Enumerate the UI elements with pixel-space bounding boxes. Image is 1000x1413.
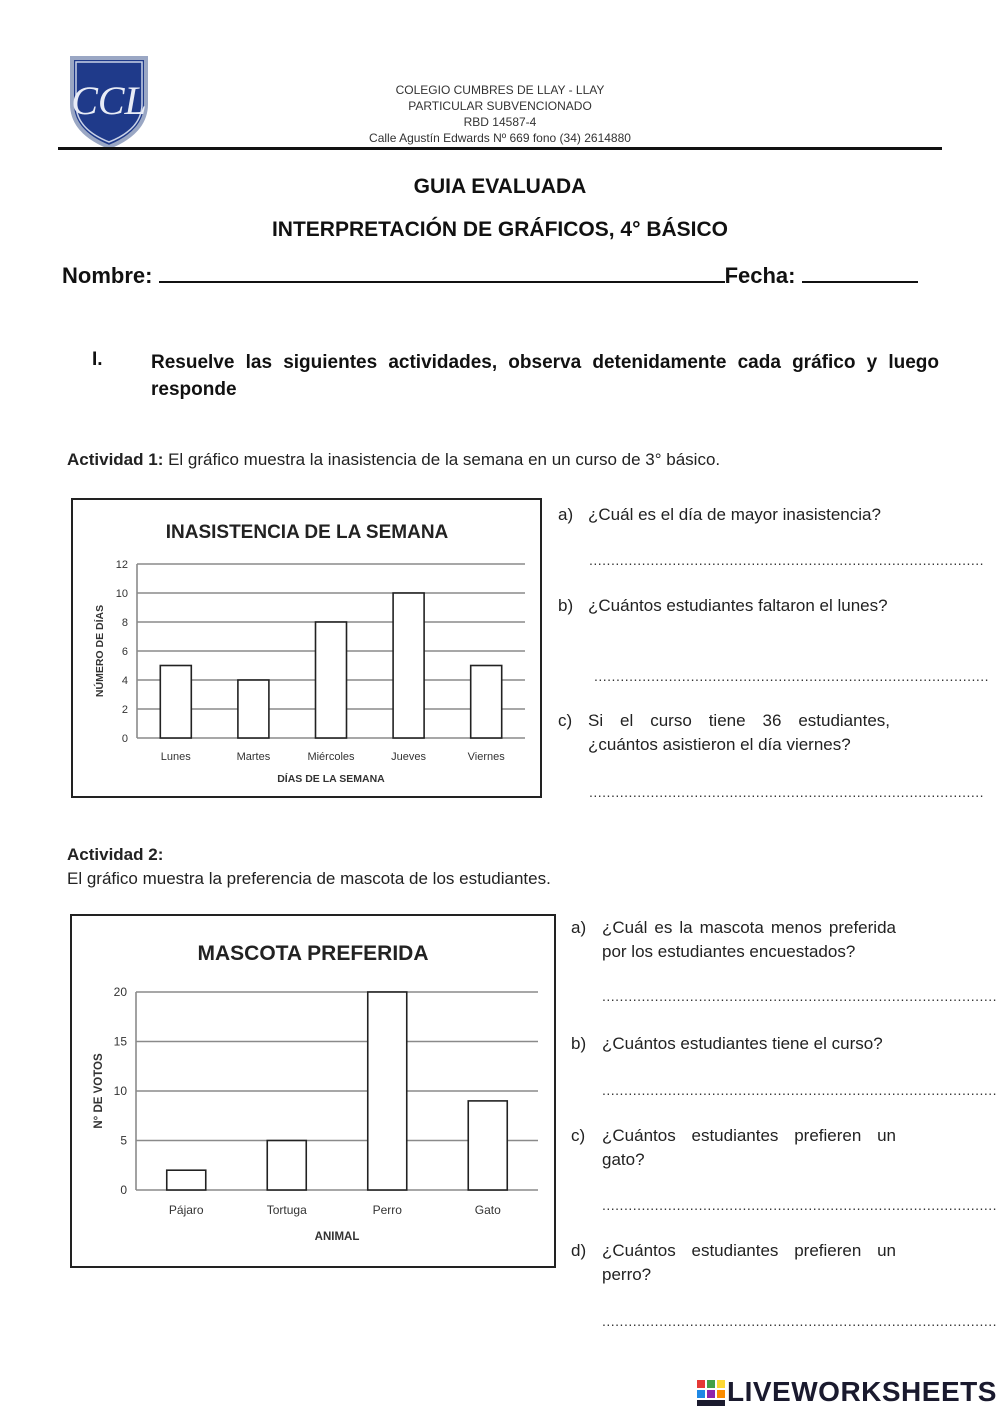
instruction-number: I. (92, 349, 103, 370)
y-tick-label: 10 (115, 588, 128, 600)
school-name: COLEGIO CUMBRES DE LLAY - LLAY (395, 83, 605, 97)
activity2-question-d (571, 1239, 896, 1289)
y-tick-label: 4 (121, 675, 128, 687)
name-blank[interactable] (159, 261, 725, 283)
x-axis-label: ANIMAL (314, 1231, 360, 1243)
answer-line-2a[interactable]: .......................................................................................... (602, 988, 998, 1004)
answer-line-1a[interactable]: .......................................................................................... (589, 552, 985, 568)
guide-subtitle: INTERPRETACIÓN DE GRÁFICOS, 4° BÁSICO (271, 218, 729, 241)
y-tick-label: 8 (121, 617, 128, 629)
y-tick-label: 5 (120, 1133, 127, 1148)
y-tick-label: 0 (120, 1183, 127, 1197)
name-label: Nombre: (62, 263, 153, 288)
question-letter: c) (571, 1126, 586, 1145)
school-info (300, 82, 700, 146)
y-tick-label: 2 (121, 704, 128, 716)
student-fields (62, 261, 918, 289)
question-letter: c) (558, 711, 573, 730)
question-text: Si el curso tiene 36 estudiantes, ¿cuántos asistieron el día viernes? (588, 711, 890, 754)
chart-mascota (72, 916, 554, 1266)
x-axis-label: DÍAS DE LA SEMANA (277, 773, 385, 785)
liveworksheets-watermark: LIVEWORKSHEETS (727, 1376, 997, 1407)
y-tick-label: 15 (113, 1034, 127, 1049)
chart-title: INASISTENCIA DE LA SEMANA (165, 522, 449, 543)
activity2-question-c (571, 1124, 896, 1174)
answer-line-1c[interactable]: .......................................................................................... (589, 784, 985, 800)
activity2-description: El gráfico muestra la preferencia de mascota de los estudiantes. (67, 869, 551, 888)
y-axis-label: N° DE VOTOS (93, 1053, 105, 1129)
school-rbd: RBD 14587-4 (463, 115, 537, 129)
guide-title: GUIA EVALUADA (413, 175, 587, 198)
answer-line-2d[interactable]: .......................................................................................... (602, 1313, 998, 1329)
activity1-description: El gráfico muestra la inasistencia de la semana en un curso de 3° básico. (163, 450, 721, 469)
bar-tortuga (267, 1141, 306, 1191)
y-tick-label: 12 (115, 559, 128, 571)
question-text: ¿Cuántos estudiantes prefieren un gato? (602, 1126, 896, 1169)
liveworksheets-logo-icon (697, 1380, 725, 1406)
activity2-question-b (571, 1032, 896, 1058)
answer-line-2c[interactable]: .......................................................................................... (602, 1197, 998, 1213)
bar-viernes (471, 666, 502, 739)
question-text: ¿Cuántos estudiantes faltaron el lunes? (588, 596, 888, 615)
bar-pájaro (167, 1170, 206, 1190)
chart-mascota-box (70, 914, 556, 1268)
activity1-question-b (558, 594, 893, 644)
chart-title: MASCOTA PREFERIDA (197, 942, 429, 965)
crest-letters: CCL (71, 78, 147, 123)
bar-perro (368, 992, 407, 1190)
y-tick-label: 10 (113, 1084, 127, 1098)
activity2-heading: Actividad 2: (67, 845, 164, 864)
activity1-label (67, 450, 720, 470)
question-letter: a) (558, 505, 574, 524)
header-divider (58, 147, 942, 150)
bar-miércoles (316, 622, 347, 738)
x-category-label: Viernes (467, 751, 505, 763)
chart-inasistencia (73, 500, 540, 796)
answer-line-1b[interactable]: .......................................................................................... (594, 668, 990, 684)
question-letter: b) (571, 1034, 587, 1053)
instruction-text: Resuelve las siguientes actividades, observa detenidamente cada gráfico y luego responde (151, 352, 939, 400)
date-blank[interactable] (802, 261, 918, 283)
activity1-question-a (558, 503, 893, 533)
activity2-heading-line (67, 845, 163, 865)
bar-martes (238, 680, 269, 738)
question-letter: b) (558, 596, 574, 615)
x-category-label: Tortuga (266, 1203, 307, 1217)
x-category-label: Jueves (391, 751, 427, 763)
x-category-label: Miércoles (307, 751, 355, 763)
question-text: ¿Cuántos estudiantes prefieren un perro? (602, 1241, 896, 1284)
activity1-question-c (558, 709, 893, 759)
activity2-question-a (571, 916, 896, 966)
school-type: PARTICULAR SUBVENCIONADO (408, 99, 592, 113)
question-letter: d) (571, 1241, 587, 1260)
y-axis-label: NÚMERO DE DÍAS (94, 604, 106, 698)
x-category-label: Pájaro (168, 1203, 204, 1217)
question-letter: a) (571, 918, 587, 937)
bar-gato (468, 1101, 507, 1190)
y-tick-label: 20 (113, 985, 127, 999)
answer-line-2b[interactable]: .......................................................................................... (602, 1082, 998, 1098)
bar-jueves (393, 593, 424, 738)
date-label: Fecha: (724, 263, 796, 288)
bar-lunes (160, 666, 191, 739)
x-category-label: Lunes (160, 751, 191, 763)
activity1-heading: Actividad 1: (67, 450, 164, 469)
chart-inasistencia-box (71, 498, 542, 798)
question-text: ¿Cuál es el día de mayor inasistencia? (588, 505, 881, 524)
question-text: ¿Cuál es la mascota menos preferida por los estudiantes encuestados? (602, 918, 896, 961)
x-category-label: Gato (474, 1203, 501, 1217)
x-category-label: Martes (236, 751, 271, 763)
school-address: Calle Agustín Edwards Nº 669 fono (34) 2614880 (369, 131, 631, 145)
school-crest-logo (66, 52, 152, 150)
y-tick-label: 0 (121, 733, 128, 745)
question-text: ¿Cuántos estudiantes tiene el curso? (602, 1034, 883, 1053)
y-tick-label: 6 (121, 646, 128, 658)
x-category-label: Perro (372, 1203, 402, 1217)
